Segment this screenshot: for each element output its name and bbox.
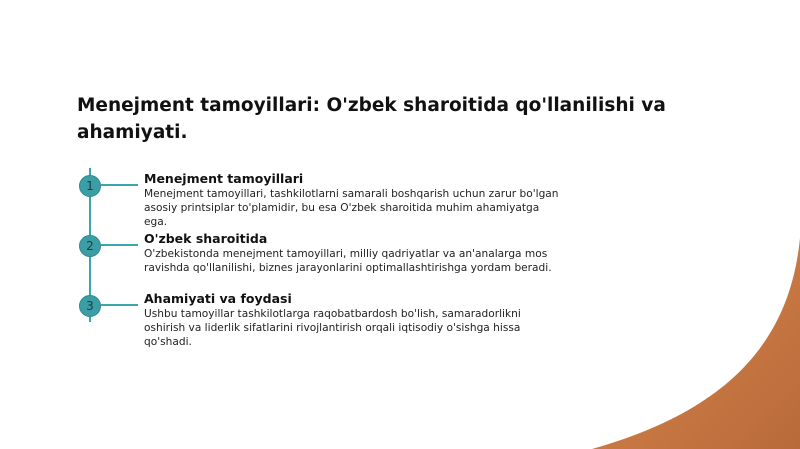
timeline-item-3 [144, 291, 564, 349]
timeline-connector-3 [101, 304, 138, 306]
timeline-connector-1 [101, 184, 138, 186]
item-heading: Ahamiyati va foydasi [144, 291, 292, 306]
item-heading: O'zbek sharoitida [144, 231, 268, 246]
item-text: Menejment tamoyillari, tashkilotlarni samarali boshqarish uchun zarur bo'lgan asosiy printsiplar to'plamidir, bu esa O'zbek sharoitida muhim ahamiyatga ega. [144, 188, 559, 228]
timeline-connector-2 [101, 244, 138, 246]
page-title: Menejment tamoyillari: O'zbek sharoitida qo'llanilishi va ahamiyati. [77, 95, 666, 143]
timeline-item-1 [144, 171, 564, 229]
item-text: O'zbekistonda menejment tamoyillari, milliy qadriyatlar va an'analarga mos ravishda qo'llanilishi, biznes jarayonlarini optimallashtirishga yordam beradi. [144, 248, 552, 274]
item-text: Ushbu tamoyillar tashkilotlarga raqobatbardosh bo'lish, samaradorlikni oshirish va liderlik sifatlarini rivojlantirish orqali iqtisodiy o'sishga hissa qo'shadi. [144, 308, 521, 348]
step-marker-2: 2 [79, 235, 101, 257]
step-marker-3: 3 [79, 295, 101, 317]
timeline-item-2 [144, 231, 564, 275]
step-marker-1: 1 [79, 175, 101, 197]
item-heading: Menejment tamoyillari [144, 171, 304, 186]
